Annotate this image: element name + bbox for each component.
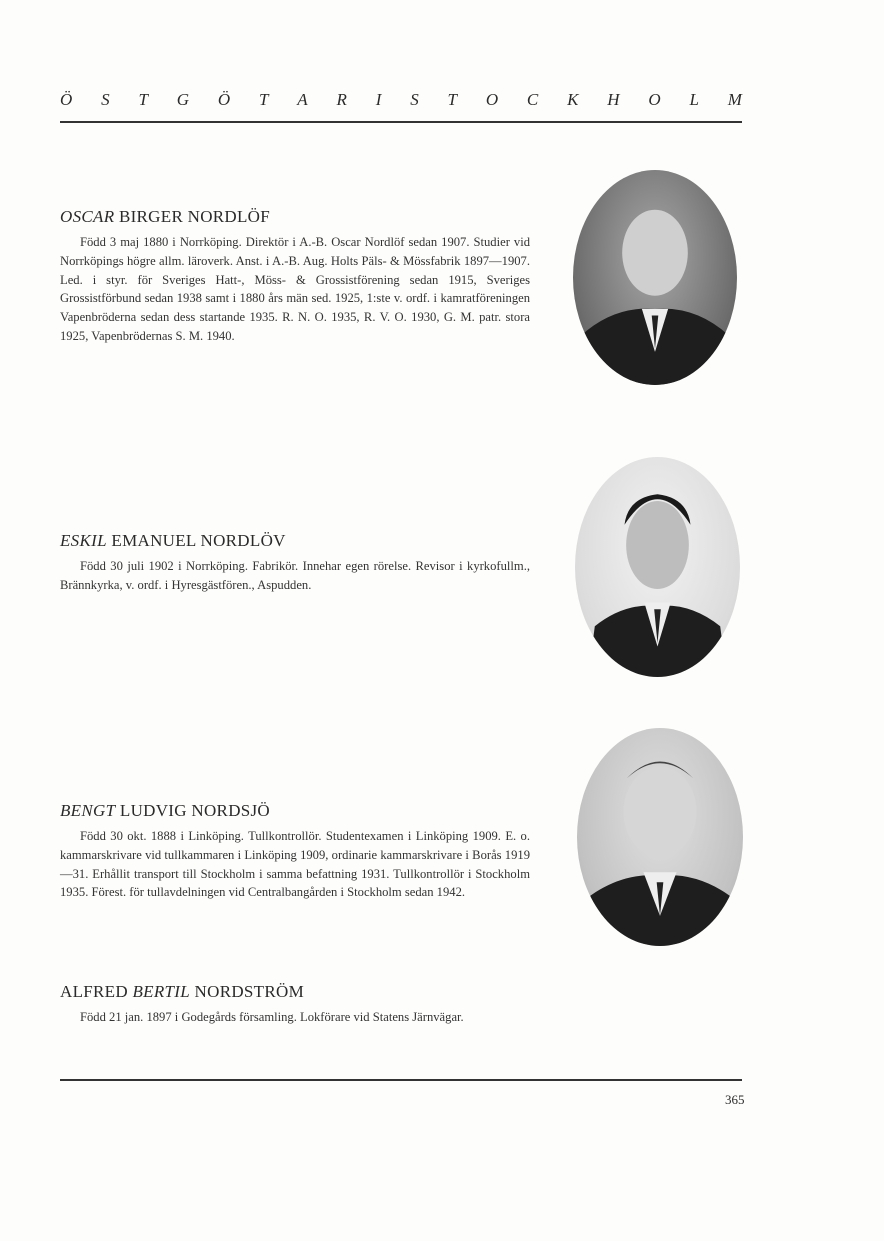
portrait-photo (573, 170, 737, 385)
header-letter: O (648, 90, 661, 109)
entry-oscar-nordlof (60, 207, 530, 346)
entry-body: Född 21 jan. 1897 i Godegårds församling. Lokförare vid Statens Järnvägar. (80, 1010, 464, 1024)
header-letter: S (101, 90, 110, 109)
entry-body: Född 30 juli 1902 i Norrköping. Fabrikör. Innehar egen rörelse. Revisor i kyrkofullm., Brännkyrka, v. ordf. i Hyresgästfören., Aspudden. (60, 559, 530, 592)
footer-rule (60, 1079, 742, 1081)
header-letter: A (297, 90, 308, 109)
entry-name (60, 207, 530, 227)
entry-name (60, 801, 530, 821)
header-letter: K (567, 90, 579, 109)
header-letter: T (258, 90, 269, 109)
header-letter: T (447, 90, 457, 109)
name-rest: NORDSTRÖM (190, 982, 304, 1001)
entry-body: Född 30 okt. 1888 i Linköping. Tullkontrollör. Studentexamen i Linköping 1909. E. o. kammarskrivare vid tullkammaren i Linköping 1909, ordinarie kammarskrivare i Borås 1919—31. Erhållit transport till Stockholm i samma befattning 1931. Tullkontrollör i Stockholm 1935. Förest. för tullavdelningen vid Centralbangården i Stockholm sedan 1942. (60, 829, 530, 900)
name-pre: ALFRED (60, 982, 133, 1001)
name-rest: LUDVIG NORDSJÖ (115, 801, 271, 820)
header-letter: R (336, 90, 347, 109)
header-letter: S (410, 90, 419, 109)
entry-eskil-nordlov (60, 531, 530, 595)
given-name: BENGT (60, 801, 116, 820)
header-rule (60, 121, 742, 123)
name-rest: BIRGER NORDLÖF (114, 207, 271, 226)
portrait-photo (575, 457, 740, 677)
header-letter: O (485, 90, 499, 109)
entry-bertil-nordstrom (60, 982, 530, 1027)
page-number: 365 (725, 1092, 745, 1107)
given-name: BERTIL (132, 982, 190, 1001)
header-letter: T (138, 90, 148, 109)
entry-body: Född 3 maj 1880 i Norrköping. Direktör i A.-B. Oscar Nordlöf sedan 1907. Studier vid Norrköpings högre allm. läroverk. Anst. i A.-B. Aug. Holts Päls- & Mössfabrik 1897—1907. Led. i styr. för Sveriges Hatt-, Möss- & Grossistförening sedan 1915, Sveriges Grossistförbund sedan 1938 samt i 1880 års män sed. 1925, 1:ste v. ordf. i kamratföreningen Vapenbröderna sedan dess startande 1935. R. N. O. 1935, R. V. O. 1930, G. M. patr. stora 1925, Vapenbrödernas S. M. 1940. (60, 235, 530, 343)
running-header (60, 90, 742, 110)
entry-name (60, 531, 530, 551)
header-letter: I (375, 90, 382, 109)
header-letter: Ö (60, 90, 73, 109)
header-letter: G (176, 90, 190, 109)
given-name: ESKIL (60, 531, 107, 550)
name-rest: EMANUEL NORDLÖV (106, 531, 286, 550)
header-letter: C (526, 90, 539, 109)
given-name: OSCAR (60, 207, 115, 226)
header-letter: M (727, 90, 742, 109)
portrait-photo (577, 728, 743, 946)
header-letter: L (689, 90, 699, 109)
header-letter: Ö (217, 90, 231, 109)
entry-name (60, 982, 530, 1002)
entry-bengt-nordsjo (60, 801, 530, 902)
header-letter: H (607, 90, 620, 109)
